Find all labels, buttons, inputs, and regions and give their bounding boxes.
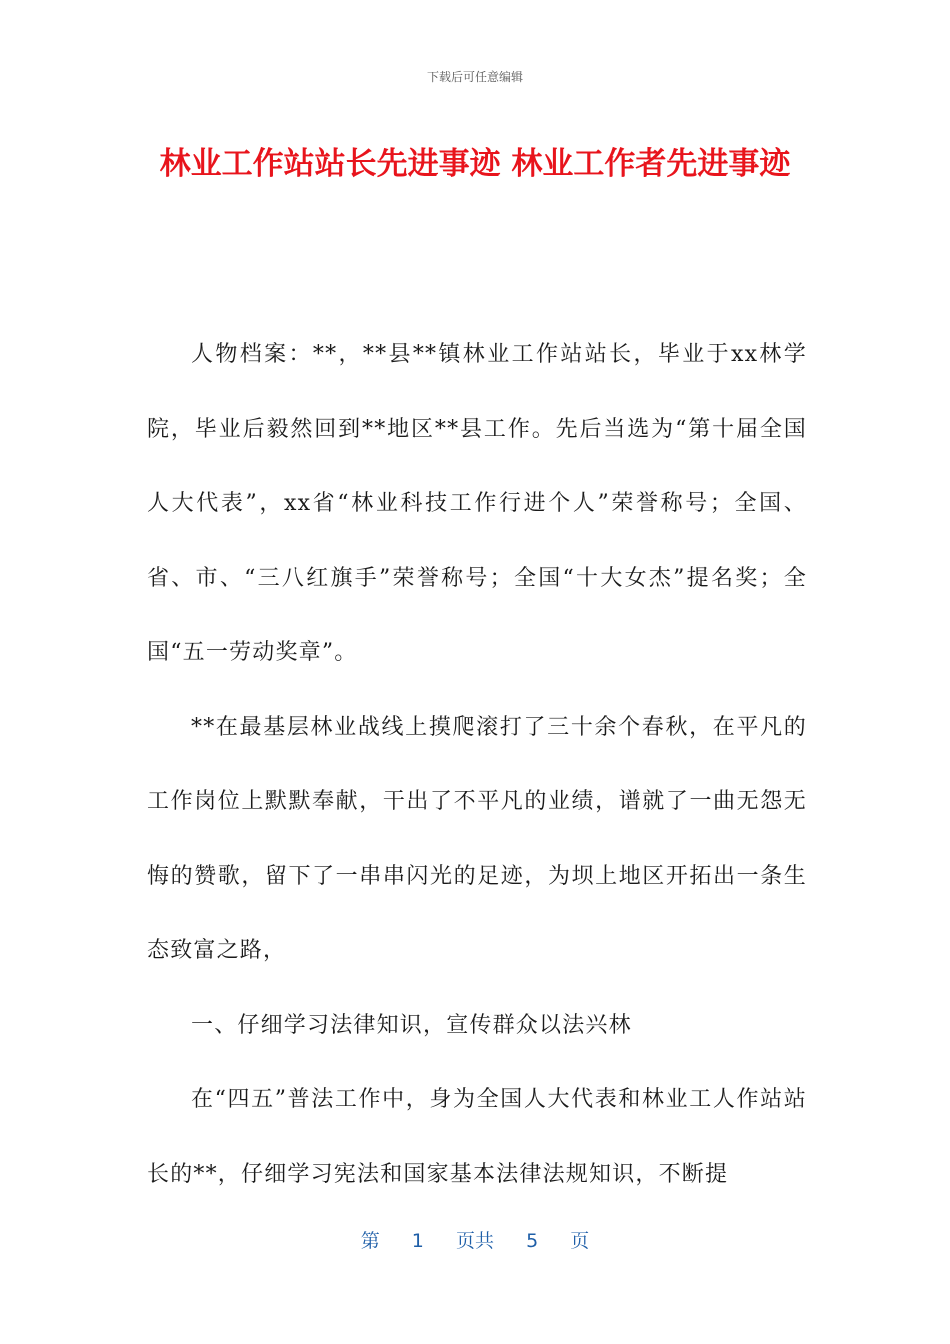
paragraph-intro: **在最基层林业战线上摸爬滚打了三十余个春秋，在平凡的工作岗位上默默奉献，干出了不平凡的业绩，谱就了一曲无怨无悔的赞歌，留下了一串串闪光的足迹，为坝上地区开拓出一条生态致富之路，	[147, 714, 807, 963]
header-note: 下载后可任意编辑	[426, 70, 523, 84]
section-heading-1: 一、仔细学习法律知识，宣传群众以法兴林	[191, 1012, 632, 1038]
page-footer	[0, 1226, 950, 1253]
footer-prefix: 第	[360, 1230, 380, 1252]
footer-page-number: 1	[411, 1230, 424, 1252]
document-title: 林业工作站站长先进事迹 林业工作者先进事迹	[159, 146, 791, 182]
paragraph-profile: 人物档案：**，**县**镇林业工作站站长，毕业于xx林学院，毕业后毅然回到**地区**县工作。先后当选为“第十届全国人大代表”，xx省“林业科技工作行进个人”荣誉称号；全国、省、市、“三八红旗手”荣誉称号；全国“十大女杰”提名奖；全国“五一劳动奖章”。	[147, 342, 807, 665]
footer-suffix: 页	[570, 1230, 590, 1252]
footer-total-pages: 5	[526, 1230, 539, 1252]
paragraph-section-1: 在“四五”普法工作中，身为全国人大代表和林业工人作站站长的**，仔细学习宪法和国家基本法律法规知识，不断提	[147, 1087, 807, 1187]
footer-middle: 页共	[455, 1230, 494, 1252]
document-body	[147, 318, 807, 1212]
